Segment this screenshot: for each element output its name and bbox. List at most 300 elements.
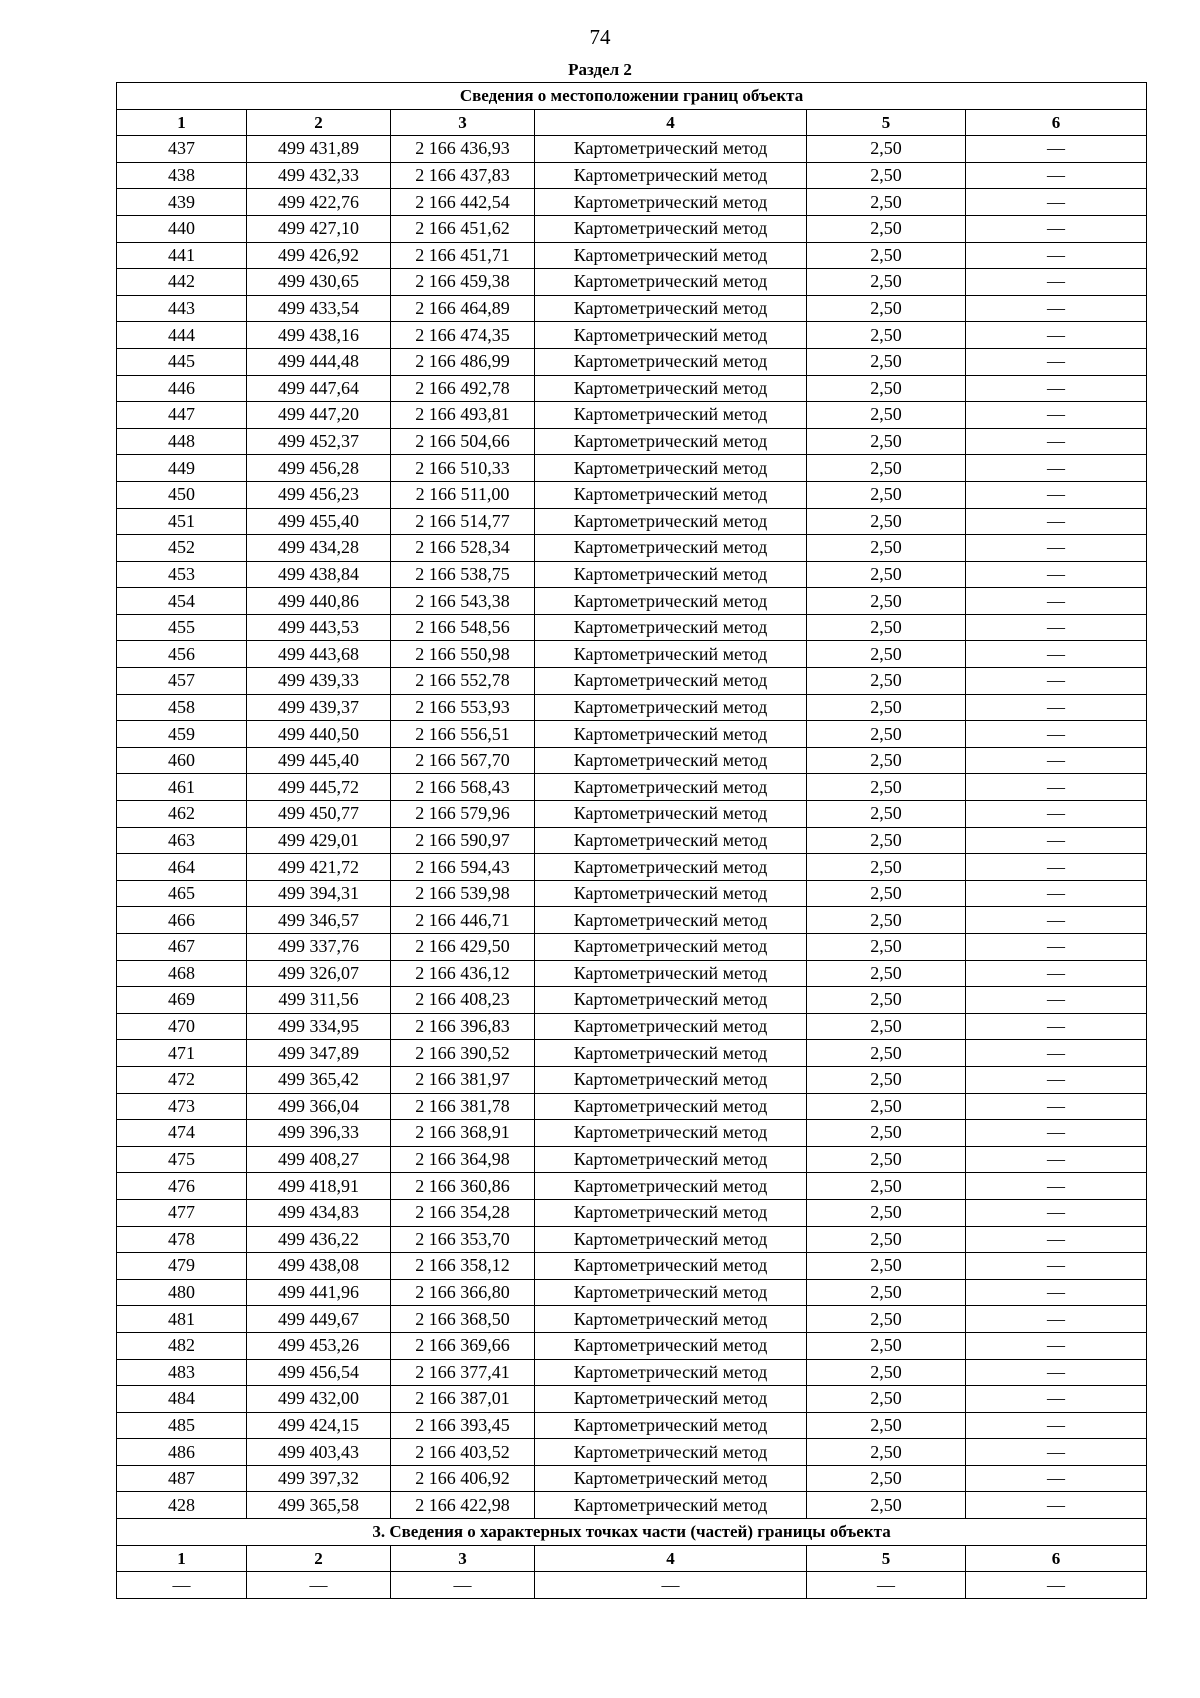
table-cell: 2 166 360,86 [391,1173,535,1200]
table-cell: 445 [117,348,247,375]
table-cell: 2,50 [807,1359,966,1386]
table-cell: — [966,694,1147,721]
column-header: 5 [807,109,966,136]
table-cell: 499 421,72 [247,854,391,881]
table-cell: — [966,614,1147,641]
table-row [117,215,1147,242]
table-cell: 499 441,96 [247,1279,391,1306]
boundary-table [116,82,1147,1599]
table-cell: Картометрический метод [535,295,807,322]
table-cell: — [966,481,1147,508]
table-cell: — [966,1386,1147,1413]
table-cell: — [966,1492,1147,1519]
table-cell: Картометрический метод [535,215,807,242]
table-cell: 458 [117,694,247,721]
table-cell: 2 166 568,43 [391,774,535,801]
column-header: 6 [966,1545,1147,1572]
table-cell: 428 [117,1492,247,1519]
table-cell: 446 [117,375,247,402]
table-cell: 2,50 [807,960,966,987]
table-cell: Картометрический метод [535,508,807,535]
table-cell: Картометрический метод [535,1040,807,1067]
table-cell: 463 [117,827,247,854]
table-cell: 2 166 368,91 [391,1120,535,1147]
table-cell: — [966,1040,1147,1067]
table-cell: — [807,1572,966,1599]
table-cell: Картометрический метод [535,960,807,987]
table-cell: — [966,189,1147,216]
table-cell: 2 166 451,71 [391,242,535,269]
table-cell: — [966,801,1147,828]
table-cell: 437 [117,136,247,163]
table-cell: 499 456,23 [247,481,391,508]
table-cell: Картометрический метод [535,136,807,163]
table-cell: 499 396,33 [247,1120,391,1147]
table-cell: — [966,242,1147,269]
table-cell: Картометрический метод [535,987,807,1014]
table-cell: 2,50 [807,641,966,668]
table-cell: 499 334,95 [247,1013,391,1040]
table-cell: — [966,1013,1147,1040]
table-cell: 2,50 [807,535,966,562]
table-cell: 2,50 [807,721,966,748]
table-cell: 2,50 [807,934,966,961]
table-cell: 2,50 [807,428,966,455]
table-cell: 499 438,84 [247,561,391,588]
table-cell: 2,50 [807,1120,966,1147]
table-cell: 2 166 492,78 [391,375,535,402]
table-cell: 452 [117,535,247,562]
table-cell: 2 166 493,81 [391,402,535,429]
table-cell: 441 [117,242,247,269]
table-cell: Картометрический метод [535,1386,807,1413]
table-row [117,1120,1147,1147]
table-cell: 2 166 511,00 [391,481,535,508]
table-cell: Картометрический метод [535,1439,807,1466]
table-cell: 2,50 [807,375,966,402]
table-cell: 499 455,40 [247,508,391,535]
table-cell: 2,50 [807,508,966,535]
table-cell: 2 166 548,56 [391,614,535,641]
table-cell: Картометрический метод [535,1120,807,1147]
table-cell: 2 166 538,75 [391,561,535,588]
table-cell: Картометрический метод [535,1359,807,1386]
table-cell: Картометрический метод [535,668,807,695]
table-row [117,747,1147,774]
table-row [117,269,1147,296]
table-cell: 499 365,58 [247,1492,391,1519]
table-cell: 468 [117,960,247,987]
table-cell: 2,50 [807,1040,966,1067]
table-cell: — [966,721,1147,748]
table-cell: 464 [117,854,247,881]
table-row [117,1572,1147,1599]
table-cell: 2 166 393,45 [391,1412,535,1439]
table-cell: 2 166 369,66 [391,1332,535,1359]
column-header: 5 [807,1545,966,1572]
table-cell: 443 [117,295,247,322]
table-row [117,455,1147,482]
table-row [117,375,1147,402]
table-cell: Картометрический метод [535,1066,807,1093]
table-cell: 2 166 437,83 [391,162,535,189]
table-cell: 476 [117,1173,247,1200]
table-cell: 2 166 594,43 [391,854,535,881]
table-cell: 470 [117,1013,247,1040]
table-cell: 2 166 579,96 [391,801,535,828]
table-cell: Картометрический метод [535,1093,807,1120]
table-cell: 2 166 556,51 [391,721,535,748]
table-row [117,1306,1147,1333]
table-cell: 499 439,33 [247,668,391,695]
table-cell: — [966,1279,1147,1306]
table-cell: 2,50 [807,215,966,242]
table-cell: — [966,561,1147,588]
table-cell: 2 166 381,78 [391,1093,535,1120]
table-cell: 2,50 [807,1199,966,1226]
table-cell: — [535,1572,807,1599]
table-cell: 457 [117,668,247,695]
table-row [117,1279,1147,1306]
table-cell: 499 426,92 [247,242,391,269]
table-cell: — [966,588,1147,615]
table-cell: — [966,455,1147,482]
table-row [117,481,1147,508]
table-cell: Картометрический метод [535,721,807,748]
table-cell: 499 438,16 [247,322,391,349]
table-cell: — [966,1066,1147,1093]
table-cell: 499 439,37 [247,694,391,721]
table-cell: — [966,1332,1147,1359]
table-cell: Картометрический метод [535,827,807,854]
table-cell: 2,50 [807,269,966,296]
table-cell: 2,50 [807,1306,966,1333]
table-cell: 2 166 353,70 [391,1226,535,1253]
table-cell: 2,50 [807,402,966,429]
table-row [117,428,1147,455]
table-cell: — [966,269,1147,296]
table-cell: 2 166 510,33 [391,455,535,482]
table-cell: 499 429,01 [247,827,391,854]
table-row [117,1093,1147,1120]
table-row [117,162,1147,189]
table-cell: 499 432,33 [247,162,391,189]
table-cell: 2,50 [807,455,966,482]
table-cell: — [966,1120,1147,1147]
table-cell: Картометрический метод [535,322,807,349]
section3-caption: 3. Сведения о характерных точках части (частей) границы объекта [117,1519,1147,1546]
table-cell: 2 166 504,66 [391,428,535,455]
table-row [117,1412,1147,1439]
table-cell: Картометрический метод [535,1199,807,1226]
table-cell: 2 166 422,98 [391,1492,535,1519]
table-cell: — [966,1253,1147,1280]
table-cell: — [966,508,1147,535]
table-cell: 499 449,67 [247,1306,391,1333]
table-cell: 499 452,37 [247,428,391,455]
table-cell: 499 438,08 [247,1253,391,1280]
table-cell: 2 166 406,92 [391,1465,535,1492]
table-cell: 2 166 387,01 [391,1386,535,1413]
table-cell: 2,50 [807,189,966,216]
table-cell: 2 166 550,98 [391,641,535,668]
table-cell: 2 166 567,70 [391,747,535,774]
table-cell: 2 166 429,50 [391,934,535,961]
table-cell: 2,50 [807,1173,966,1200]
table-cell: 499 346,57 [247,907,391,934]
table-cell: 2,50 [807,1226,966,1253]
table-cell: 453 [117,561,247,588]
table-row [117,1332,1147,1359]
table-cell: 2 166 396,83 [391,1013,535,1040]
table-cell: Картометрический метод [535,1013,807,1040]
table-cell: 2,50 [807,1253,966,1280]
table-cell: Картометрический метод [535,1279,807,1306]
table-row [117,694,1147,721]
table-cell: — [391,1572,535,1599]
table-cell: 442 [117,269,247,296]
table-cell: Картометрический метод [535,747,807,774]
table-cell: 472 [117,1066,247,1093]
table-cell: 2,50 [807,162,966,189]
table-cell: 2,50 [807,348,966,375]
table-cell: 2 166 486,99 [391,348,535,375]
column-header: 4 [535,109,807,136]
table-row [117,295,1147,322]
table-cell: 499 443,68 [247,641,391,668]
table-cell: 485 [117,1412,247,1439]
table-cell: 499 453,26 [247,1332,391,1359]
table-row [117,721,1147,748]
table-cell: Картометрический метод [535,1306,807,1333]
table-cell: 499 445,40 [247,747,391,774]
table-cell: 481 [117,1306,247,1333]
table-cell: Картометрический метод [535,1465,807,1492]
table-row [117,801,1147,828]
table-cell: — [966,535,1147,562]
table-row [117,535,1147,562]
table-cell: — [966,322,1147,349]
table-cell: 499 443,53 [247,614,391,641]
table-row [117,987,1147,1014]
table-cell: 2,50 [807,1439,966,1466]
table-cell: — [966,960,1147,987]
table-cell: — [966,774,1147,801]
table-cell: 2,50 [807,668,966,695]
table-cell: 484 [117,1386,247,1413]
column-header: 3 [391,109,535,136]
table-cell: 499 422,76 [247,189,391,216]
table-row [117,1492,1147,1519]
table-cell: 2,50 [807,1093,966,1120]
table-cell: 499 431,89 [247,136,391,163]
table-cell: 2 166 377,41 [391,1359,535,1386]
table-cell: 448 [117,428,247,455]
table-cell: — [966,747,1147,774]
table-cell: Картометрический метод [535,854,807,881]
table-row [117,1253,1147,1280]
table-cell: 478 [117,1226,247,1253]
table-cell: Картометрический метод [535,774,807,801]
table-cell: — [966,1306,1147,1333]
table-row [117,774,1147,801]
table-cell: 2,50 [807,801,966,828]
table-cell: 2,50 [807,588,966,615]
table-cell: 499 456,28 [247,455,391,482]
table-cell: Картометрический метод [535,1332,807,1359]
table-cell: 461 [117,774,247,801]
table-cell: Картометрический метод [535,189,807,216]
table-cell: 2,50 [807,614,966,641]
table-cell: 2,50 [807,136,966,163]
table-row [117,907,1147,934]
table-cell: 2,50 [807,907,966,934]
table-cell: 499 456,54 [247,1359,391,1386]
table-cell: — [966,348,1147,375]
column-header: 1 [117,1545,247,1572]
table-row [117,348,1147,375]
table-cell: 480 [117,1279,247,1306]
table-cell: 499 418,91 [247,1173,391,1200]
table-row [117,960,1147,987]
table-cell: 479 [117,1253,247,1280]
table-cell: — [966,428,1147,455]
table-cell: 2 166 539,98 [391,880,535,907]
table-cell: 2,50 [807,1066,966,1093]
table-row [117,1013,1147,1040]
table-row [117,641,1147,668]
table-cell: — [966,1199,1147,1226]
table-row [117,1359,1147,1386]
table-cell: Картометрический метод [535,535,807,562]
table-cell: 475 [117,1146,247,1173]
table-cell: — [966,668,1147,695]
table-cell: 499 408,27 [247,1146,391,1173]
table-cell: 2 166 553,93 [391,694,535,721]
table-cell: Картометрический метод [535,402,807,429]
table-cell: 465 [117,880,247,907]
section3-body [117,1572,1147,1599]
table-cell: Картометрический метод [535,1412,807,1439]
table-cell: — [966,402,1147,429]
table-cell: 499 365,42 [247,1066,391,1093]
table-cell: Картометрический метод [535,907,807,934]
table-cell: 2 166 390,52 [391,1040,535,1067]
table-cell: — [966,215,1147,242]
table-cell: — [966,934,1147,961]
table-cell: 2 166 436,93 [391,136,535,163]
table-row [117,880,1147,907]
table-row [117,1439,1147,1466]
table-cell: Картометрический метод [535,348,807,375]
table-cell: 499 337,76 [247,934,391,961]
table-cell: 499 311,56 [247,987,391,1014]
table-cell: — [966,880,1147,907]
table-cell: 2,50 [807,561,966,588]
table-cell: 2,50 [807,1146,966,1173]
table-cell: 474 [117,1120,247,1147]
table-row [117,854,1147,881]
table-cell: Картометрический метод [535,1492,807,1519]
table-cell: Картометрический метод [535,242,807,269]
table-row [117,561,1147,588]
table-cell: 2 166 366,80 [391,1279,535,1306]
table-cell: 469 [117,987,247,1014]
table-cell: 2 166 408,23 [391,987,535,1014]
table-cell: 444 [117,322,247,349]
table-row [117,1199,1147,1226]
table-cell: 2 166 459,38 [391,269,535,296]
table-cell: 2,50 [807,1492,966,1519]
table-cell: Картометрический метод [535,1173,807,1200]
table-cell: 2,50 [807,1013,966,1040]
table-row [117,1146,1147,1173]
table-row [117,1173,1147,1200]
table-cell: — [117,1572,247,1599]
table-cell: — [966,295,1147,322]
table-cell: Картометрический метод [535,455,807,482]
section3-header-row [117,1545,1147,1572]
page-number: 74 [589,25,611,49]
table-row [117,668,1147,695]
table-cell: 2 166 528,34 [391,535,535,562]
table-cell: 2 166 514,77 [391,508,535,535]
table-cell: Картометрический метод [535,375,807,402]
table-cell: 440 [117,215,247,242]
table-cell: 499 447,20 [247,402,391,429]
table-cell: 456 [117,641,247,668]
table-cell: 499 433,54 [247,295,391,322]
table-cell: — [966,1173,1147,1200]
table-cell: 2,50 [807,747,966,774]
table-cell: 2 166 474,35 [391,322,535,349]
table-row [117,402,1147,429]
table-row [117,827,1147,854]
table-cell: 451 [117,508,247,535]
table-row [117,508,1147,535]
table-cell: — [966,1465,1147,1492]
table-cell: 471 [117,1040,247,1067]
table-cell: Картометрический метод [535,694,807,721]
table-cell: 454 [117,588,247,615]
table-cell: 466 [117,907,247,934]
table-cell: 2,50 [807,987,966,1014]
table-cell: Картометрический метод [535,269,807,296]
table-cell: 2 166 590,97 [391,827,535,854]
table-cell: 2 166 364,98 [391,1146,535,1173]
table-cell: 2,50 [807,295,966,322]
table-caption: Сведения о местоположении границ объекта [117,83,1147,110]
table-cell: 499 450,77 [247,801,391,828]
table-cell: 447 [117,402,247,429]
table-cell: 486 [117,1439,247,1466]
table-cell: — [966,1093,1147,1120]
table-cell: 2 166 451,62 [391,215,535,242]
table-row [117,322,1147,349]
table-cell: 473 [117,1093,247,1120]
table-cell: 2 166 543,38 [391,588,535,615]
table-row [117,1066,1147,1093]
table-cell: 439 [117,189,247,216]
table-cell: Картометрический метод [535,1146,807,1173]
table-cell: 499 434,28 [247,535,391,562]
table-cell: 449 [117,455,247,482]
table-cell: Картометрический метод [535,614,807,641]
table-cell: — [966,854,1147,881]
table-cell: 2,50 [807,1412,966,1439]
table-cell: 2 166 358,12 [391,1253,535,1280]
table-row [117,136,1147,163]
